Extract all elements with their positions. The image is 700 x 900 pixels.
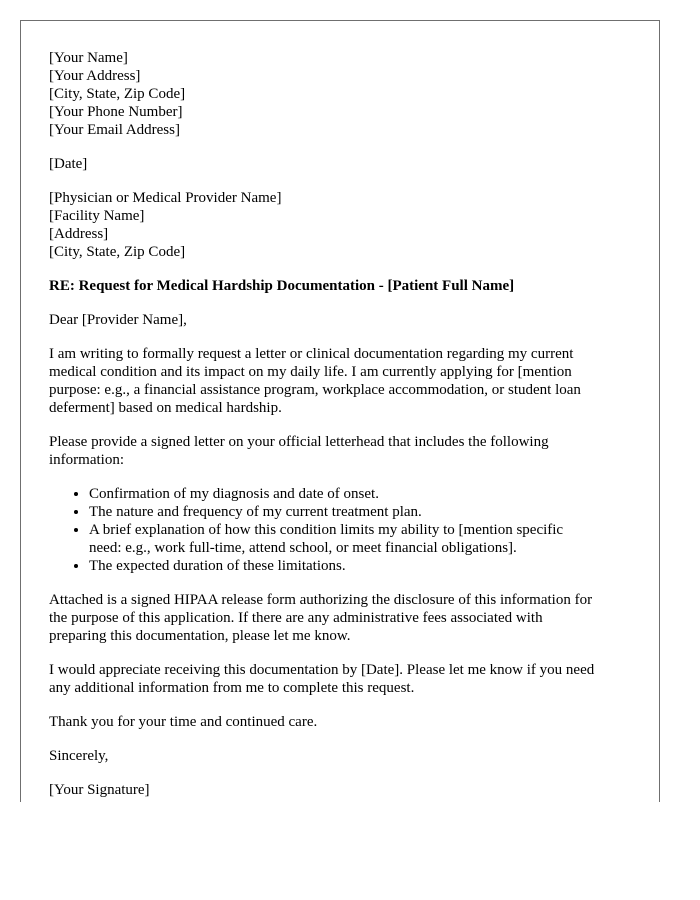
- closing-text: Sincerely,: [49, 748, 109, 764]
- paragraph-line: the purpose of this application. If there are any administrative fees associated with: [49, 610, 543, 626]
- paragraph-line: deferment] based on medical hardship.: [49, 400, 282, 416]
- paragraph-line: preparing this documentation, please let me know.: [49, 628, 351, 644]
- list-item-text: • A brief explanation of how this condition limits my ability to [mention specific: [89, 522, 564, 538]
- salutation: [49, 311, 633, 329]
- sender-address: [Your Address]: [49, 68, 141, 84]
- list-item-text: • The nature and frequency of my current treatment plan.: [89, 504, 422, 520]
- sender-block: [49, 49, 633, 139]
- recipient-facility: [Facility Name]: [49, 208, 145, 224]
- requested-items-list: [49, 485, 633, 575]
- paragraph-thanks: [49, 713, 633, 731]
- signature-block: [49, 781, 633, 799]
- list-item: [89, 485, 633, 503]
- letter-page: [20, 20, 660, 802]
- paragraph-request: [49, 345, 633, 417]
- sender-phone: [Your Phone Number]: [49, 104, 183, 120]
- paragraph-deadline: [49, 661, 633, 697]
- paragraph-line: I would appreciate receiving this documentation by [Date]. Please let me know if you need: [49, 662, 595, 678]
- paragraph-line: Thank you for your time and continued care.: [49, 714, 318, 730]
- paragraph-line: purpose: e.g., a financial assistance program, workplace accommodation, or student loan: [49, 382, 581, 398]
- paragraph-attachment: [49, 591, 633, 645]
- list-item-text: need: e.g., work full-time, attend school, or meet financial obligations].: [89, 540, 517, 556]
- recipient-name: [Physician or Medical Provider Name]: [49, 190, 282, 206]
- paragraph-line: Please provide a signed letter on your official letterhead that includes the following: [49, 434, 549, 450]
- signature-text: [Your Signature]: [49, 782, 150, 798]
- list-item: [89, 503, 633, 521]
- sender-name: [Your Name]: [49, 50, 128, 66]
- recipient-city-state-zip: [City, State, Zip Code]: [49, 244, 186, 260]
- paragraph-line: Attached is a signed HIPAA release form authorizing the disclosure of this information for: [49, 592, 593, 608]
- paragraph-line: any additional information from me to complete this request.: [49, 680, 415, 696]
- paragraph-provide: [49, 433, 633, 469]
- letter-content: [49, 49, 633, 802]
- list-item-text: • Confirmation of my diagnosis and date of onset.: [89, 486, 379, 502]
- salutation-text: Dear [Provider Name],: [49, 312, 187, 328]
- paragraph-line: medical condition and its impact on my daily life. I am currently applying for [mention: [49, 364, 572, 380]
- recipient-block: [49, 189, 633, 261]
- letter-date: [Date]: [49, 156, 88, 172]
- date-block: [49, 155, 633, 173]
- paragraph-line: information:: [49, 452, 124, 468]
- subject-line: [49, 277, 633, 295]
- recipient-address: [Address]: [49, 226, 109, 242]
- closing: [49, 747, 633, 765]
- list-item: [89, 557, 633, 575]
- paragraph-line: I am writing to formally request a letter or clinical documentation regarding my current: [49, 346, 574, 362]
- list-item-text: • The expected duration of these limitations.: [89, 558, 346, 574]
- sender-city-state-zip: [City, State, Zip Code]: [49, 86, 186, 102]
- sender-email: [Your Email Address]: [49, 122, 180, 138]
- list-item: [89, 521, 633, 557]
- subject-text: RE: Request for Medical Hardship Documentation - [Patient Full Name]: [49, 278, 515, 294]
